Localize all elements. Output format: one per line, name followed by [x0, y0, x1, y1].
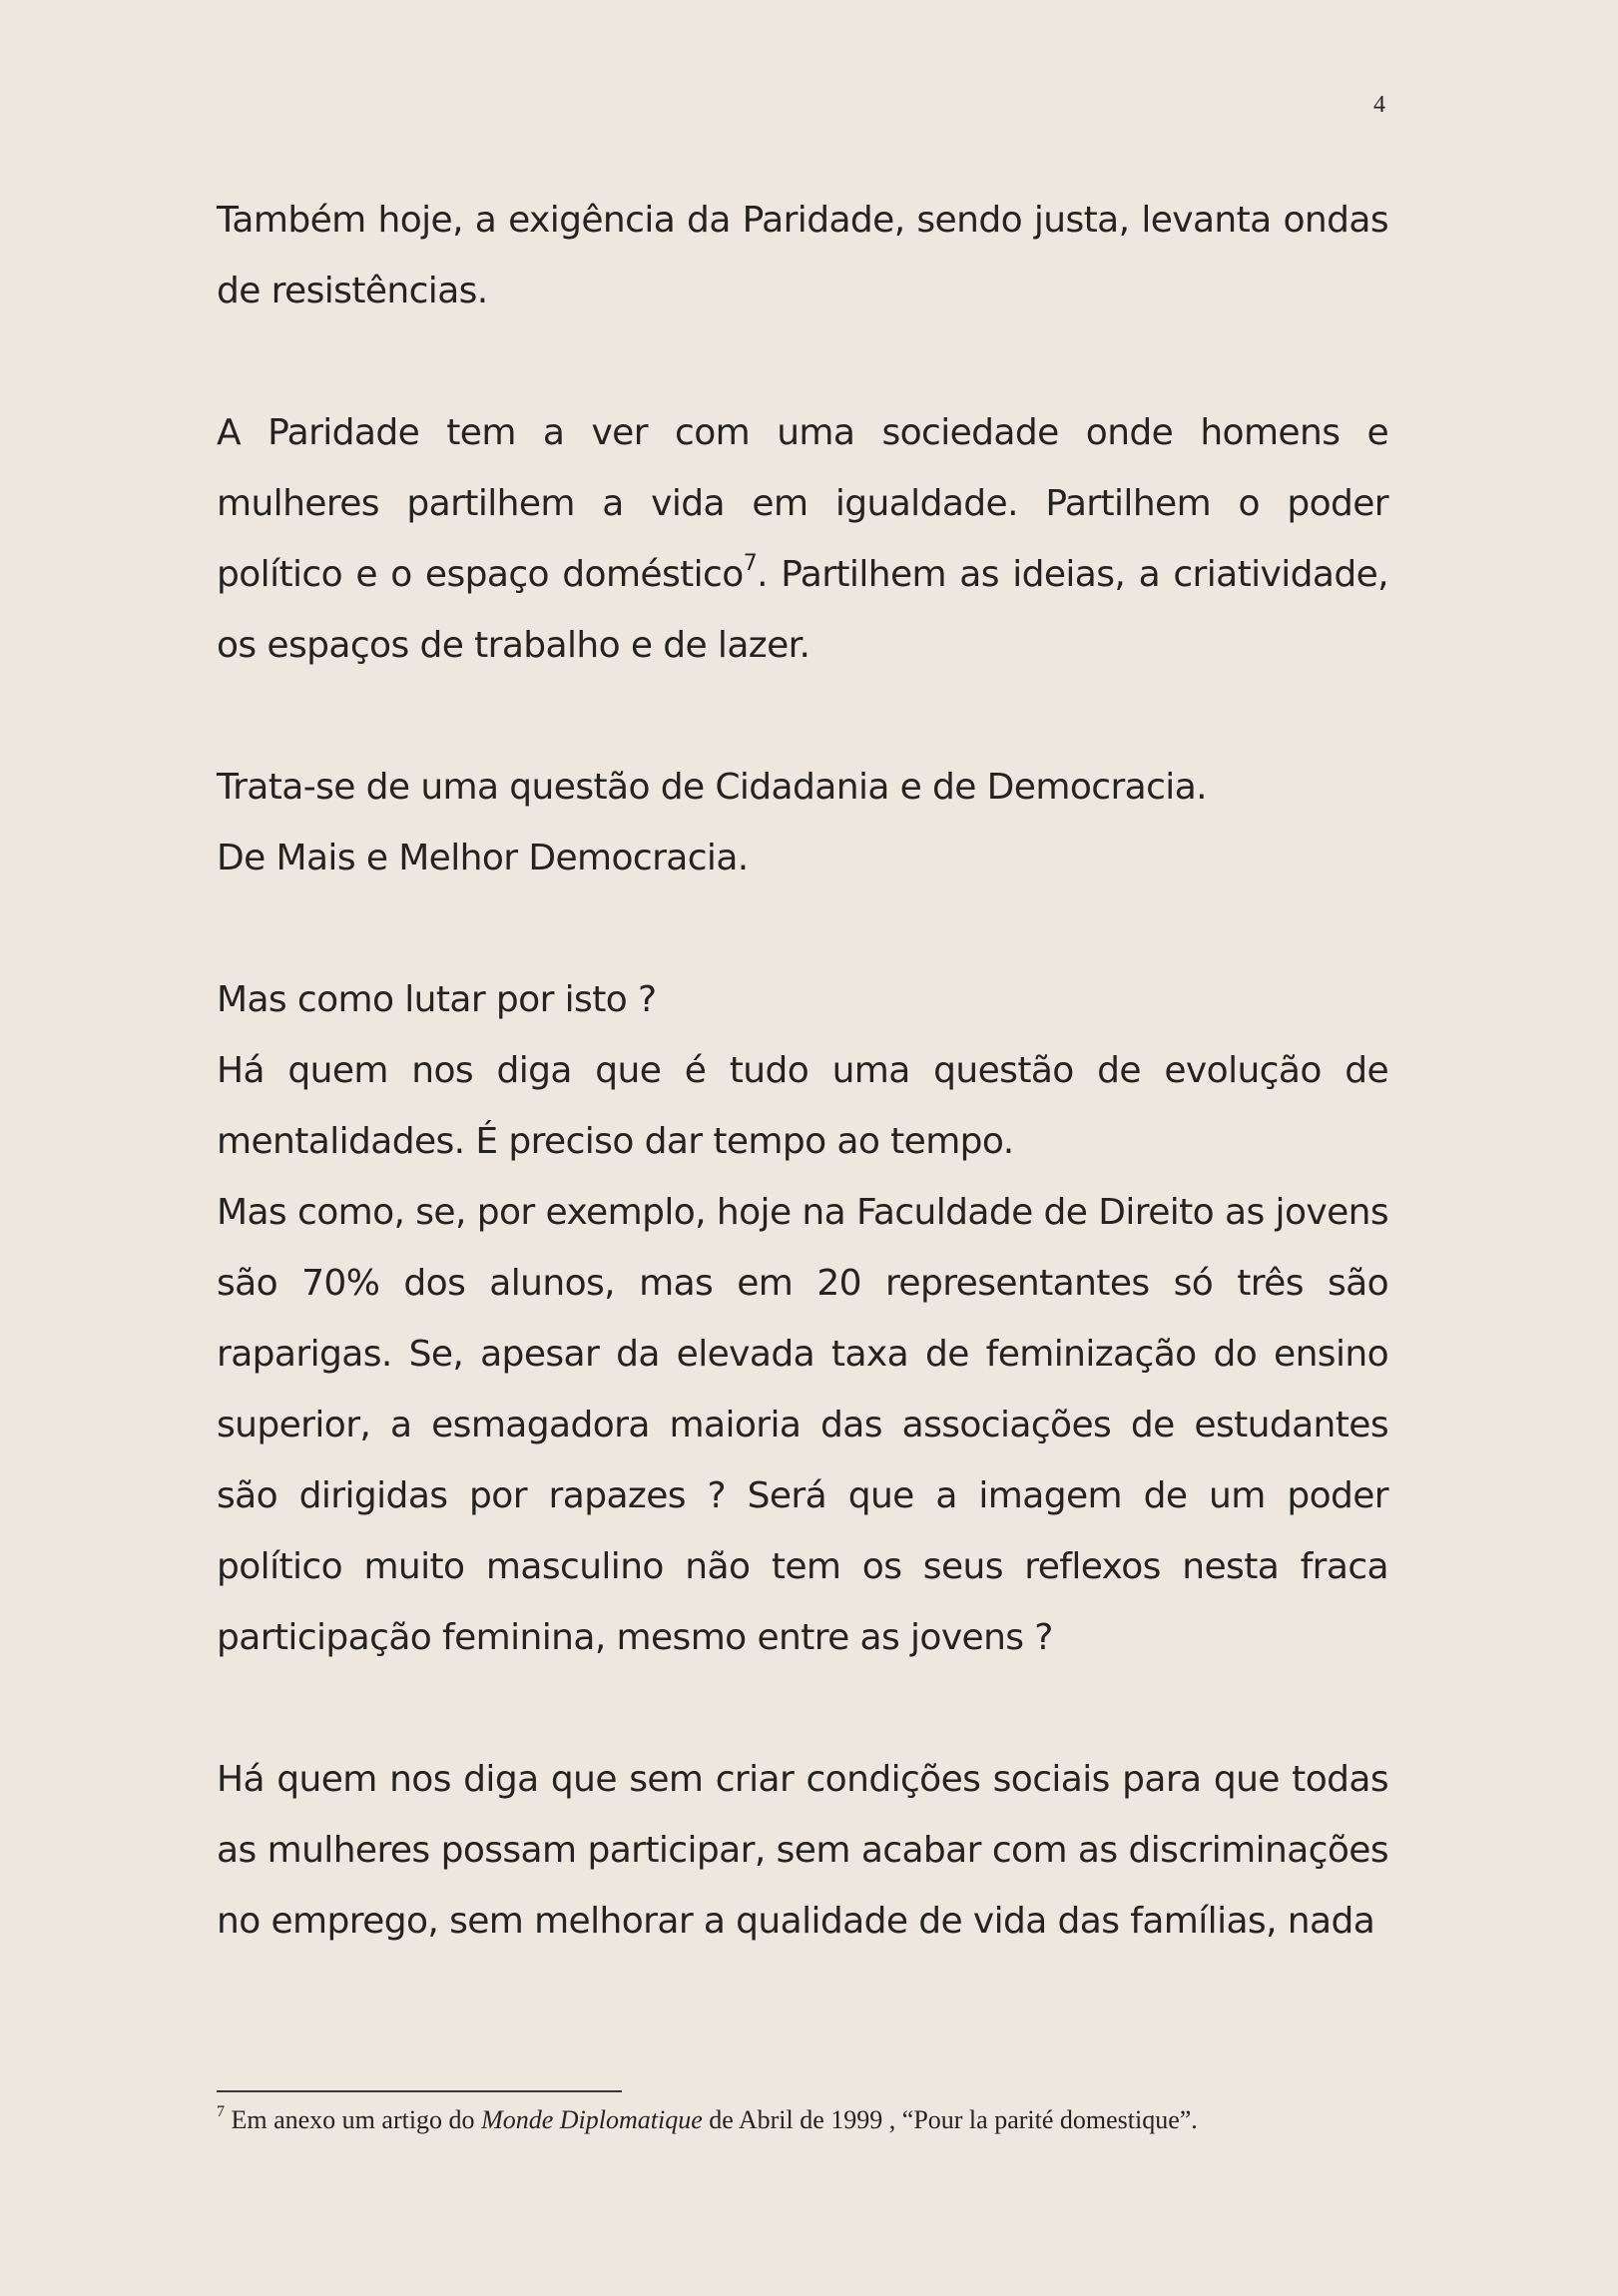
paragraph-3-line-1: Trata-se de uma questão de Cidadania e de Democracia. [217, 767, 1208, 808]
footnote-reference: 7 [743, 551, 758, 576]
paragraph-2-part-1: A Paridade tem a ver com uma sociedade onde homens e mulheres partilhem a vida em igualdade. Partilhem o poder político e o espaço doméstico [217, 412, 1388, 595]
paragraph-5: Há quem nos diga que sem criar condições sociais para que todas as mulheres possam participar, sem acabar com as discriminações no emprego, sem melhorar a qualidade de vida das famílias, nada [217, 1759, 1388, 1942]
footnote-separator [217, 2090, 622, 2092]
paragraph-2 [217, 397, 1388, 681]
footnote-publication: Monde Diplomatique [481, 2105, 703, 2134]
paragraph-3-line-2: De Mais e Melhor Democracia. [217, 838, 749, 878]
paragraph-4-line-3: Mas como, se, por exemplo, hoje na Faculdade de Direito as jovens são 70% dos alunos, mas em 20 representantes só três são raparigas. Se, apesar da elevada taxa de feminização do ensino superior, a esmagadora maioria das associações de estudantes são dirigidas por rapazes ? Será que a imagem de um poder político muito masculino não tem os seus reflexos nesta fraca participação feminina, mesmo entre as jovens ? [217, 1192, 1388, 1658]
paragraph-1: Também hoje, a exigência da Paridade, sendo justa, levanta ondas de resistências. [217, 200, 1388, 311]
body-text [217, 185, 1388, 1957]
footnote-text-after: de Abril de 1999 , “Pour la parité domestique”. [702, 2105, 1198, 2134]
paragraph-4-line-2: Há quem nos diga que é tudo uma questão de evolução de mentalidades. É preciso dar tempo ao tempo. [217, 1050, 1388, 1162]
paragraph-4-line-1: Mas como lutar por isto ? [217, 979, 657, 1020]
footnote-text-before: Em anexo um artigo do [225, 2105, 482, 2134]
footnote-number: 7 [217, 2103, 225, 2120]
paragraph-2-part-2: . Partilhem as ideias, a criatividade, os espaços de trabalho e de lazer. [217, 554, 1388, 666]
footnote [217, 2102, 1388, 2138]
page-number: 4 [1373, 92, 1385, 118]
